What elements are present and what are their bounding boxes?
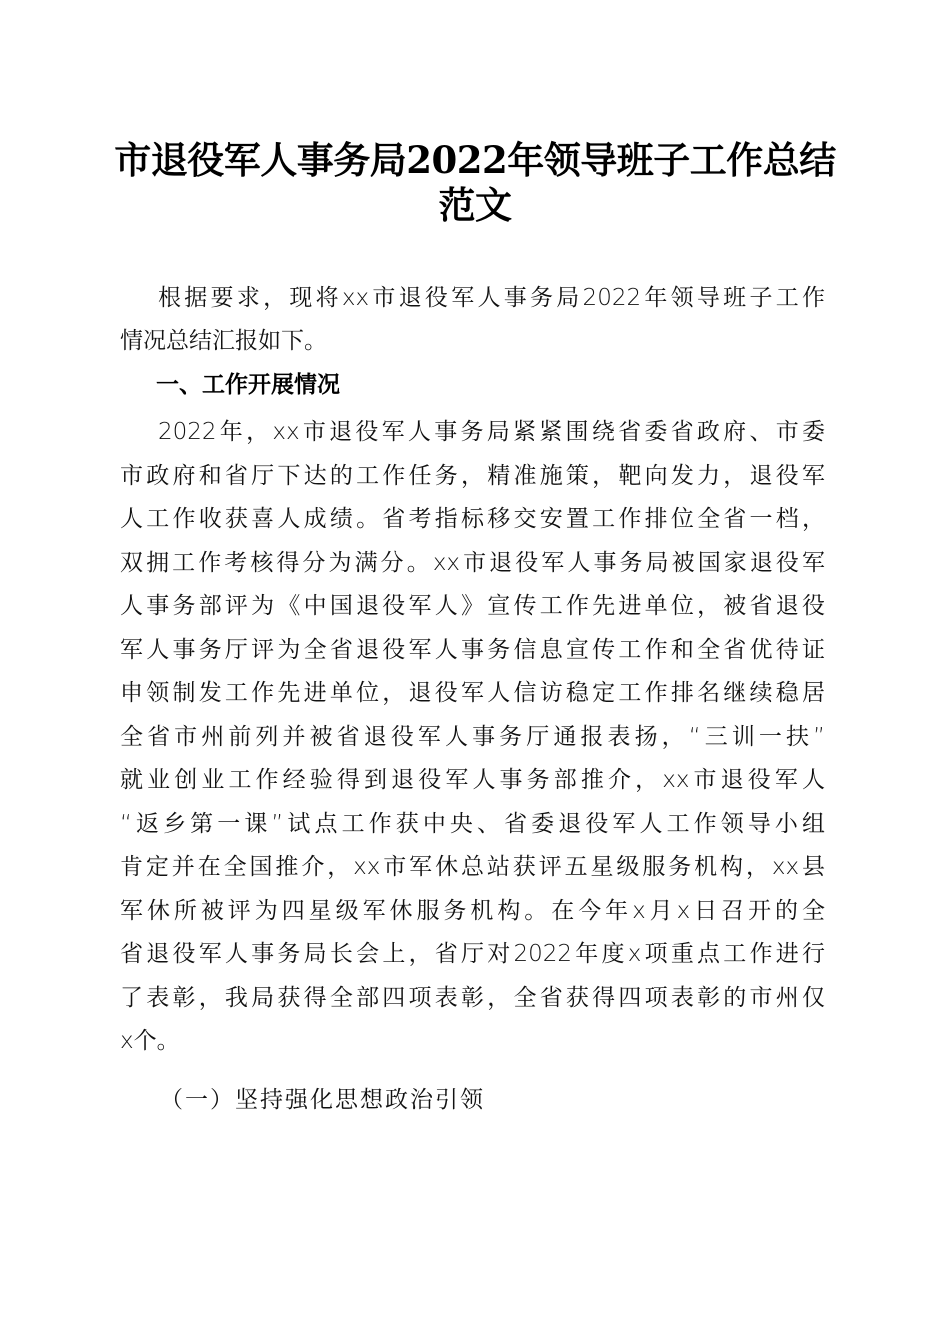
document-title-continued: 范文 (438, 183, 512, 227)
paragraph-line: 全省市州前列并被省退役军人事务厅通报表扬，“三训一扶” (120, 724, 825, 750)
paragraph-line: 肯定并在全国推介，xx市军休总站获评五星级服务机构，xx县 (120, 854, 825, 880)
paragraph-line: 了表彰，我局获得全部四项表彰，全省获得四项表彰的市州仅 (120, 985, 825, 1011)
paragraph-line: x个。 (120, 1028, 180, 1054)
paragraph-line: 人工作收获喜人成绩。省考指标移交安置工作排位全省一档， (120, 506, 825, 532)
paragraph-line: 人事务部评为《中国退役军人》宣传工作先进单位，被省退役 (120, 593, 825, 619)
paragraph-line: 军人事务厅评为全省退役军人事务信息宣传工作和全省优待证 (120, 637, 825, 663)
paragraph-line: “返乡第一课”试点工作获中央、省委退役军人工作领导小组 (120, 811, 825, 837)
subsection-heading: （一）坚持强化思想政治引领 (160, 1087, 485, 1113)
paragraph-line: 2022年，xx市退役军人事务局紧紧围绕省委省政府、市委 (158, 419, 825, 445)
paragraph-line: 市政府和省厅下达的工作任务，精准施策，靶向发力，退役军 (120, 463, 825, 489)
paragraph-line: 申领制发工作先进单位，退役军人信访稳定工作排名继续稳居 (120, 680, 825, 706)
paragraph-line: 双拥工作考核得分为满分。xx市退役军人事务局被国家退役军 (120, 550, 825, 576)
paragraph-line: 省退役军人事务局长会上，省厅对2022年度x项重点工作进行 (120, 941, 825, 967)
paragraph-line: 就业创业工作经验得到退役军人事务部推介，xx市退役军人 (120, 767, 825, 793)
intro-line: 根据要求，现将xx市退役军人事务局2022年领导班子工作 (158, 285, 825, 311)
intro-line: 情况总结汇报如下。 (120, 328, 327, 354)
document-title: 市退役军人事务局2022年领导班子工作总结 (114, 138, 836, 182)
section-heading: 一、工作开展情况 (156, 372, 340, 398)
paragraph-line: 军休所被评为四星级军休服务机构。在今年x月x日召开的全 (120, 898, 825, 924)
